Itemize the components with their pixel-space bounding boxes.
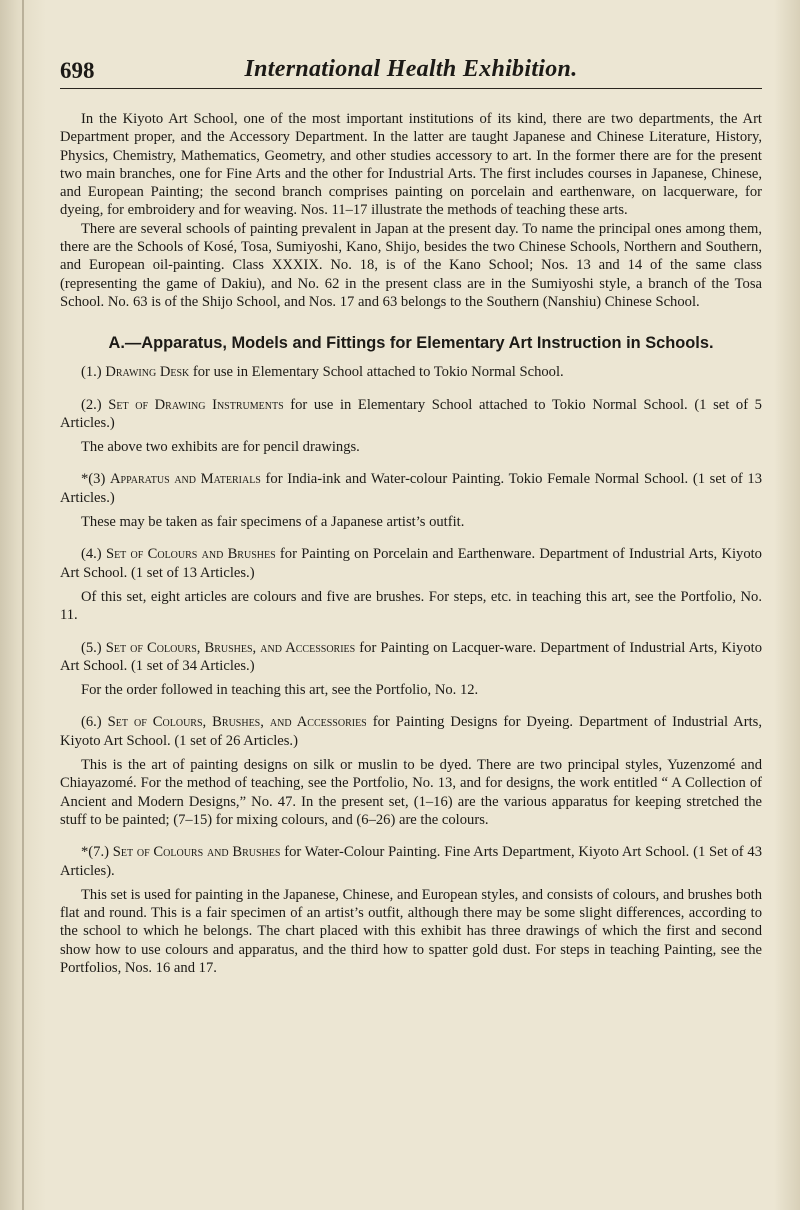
exhibit-description: for Painting Designs for Dyeing. Department of Industrial Arts, Kiyoto Art School. (1 set of 26 Articles.) [60,714,762,749]
exhibit-entry [60,545,762,582]
exhibit-title: Set of Colours and Brushes [105,546,276,563]
exhibit-number: (1.) [81,364,102,381]
exhibit-note: For the order followed in teaching this art, see the Portfolio, No. 12. [81,682,479,699]
exhibit-entry [60,396,762,433]
intro-paragraph: In the Kiyoto Art School, one of the most important institutions of its kind, there are two departments, the Art Department proper, and the Accessory Department. In the latter are taught Japanese and Chinese Literature, History, Physics, Chemistry, Mathematics, Geometry, and other studies accessory to art. In the former there are for the present two main branches, one for Fine Arts and the other for Industrial Arts. The first includes courses in Japanese, Chinese, and European Painting; the second branch comprises painting on porcelain and earthenware, on lacquerware, for dyeing, for embroidery and for weaving. Nos. 11–17 illustrate the methods of teaching these arts. [60,111,762,219]
exhibit-title: Set of Colours, Brushes, and Accessories [105,639,356,656]
exhibit-description: for Painting on Porcelain and Earthenware. Department of Industrial Arts, Kiyoto Art School. (1 set of 13 Articles.) [60,546,762,581]
exhibit-description: for use in Elementary School attached to Tokio Normal School. [189,364,564,381]
exhibit-title: Set of Drawing Instruments [108,396,284,413]
exhibit-item [60,545,762,624]
exhibit-item [60,470,762,531]
exhibit-title: Set of Colours, Brushes, and Accessories [107,714,367,731]
intro-paragraph: There are several schools of painting prevalent in Japan at the present day. To name the principal ones among them, there are the Schools of Kosé, Tosa, Sumiyoshi, Kano, Shijo, besides the two Chinese Schools, Northern and Southern, and European oil-painting. Class XXXIX. No. 18, is of the Kano School; Nos. 13 and 14 of the same class (representing the game of Dakiu), and No. 62 in the present class are in the Sumiyoshi style, a branch of the Tosa School. No. 63 is of the Shijo School, and Nos. 17 and 63 belongs to the Southern (Nanshiu) Chinese School. [60,220,762,310]
exhibit-note: The above two exhibits are for pencil drawings. [81,439,360,456]
exhibit-description: for Water-Colour Painting. Fine Arts Department, Kiyoto Art School. (1 Set of 43 Articles). [60,844,762,879]
exhibit-item [60,363,762,381]
exhibit-item [60,713,762,829]
exhibit-number: (4.) [81,546,102,563]
running-title: International Health Exhibition. [244,56,578,82]
exhibit-title: Apparatus and Materials [110,471,261,488]
exhibit-entry [60,470,762,507]
exhibit-note: These may be taken as fair specimens of a Japanese artist’s outfit. [81,514,465,531]
exhibit-entry [60,363,762,381]
book-page [60,48,762,977]
exhibit-item [60,639,762,700]
binding-line [22,0,24,1210]
exhibit-entry [60,713,762,750]
running-head [60,48,762,89]
exhibit-entry [60,843,762,880]
exhibit-number: (5.) [81,639,102,656]
exhibit-description: for Painting on Lacquer-ware. Department of Industrial Arts, Kiyoto Art School. (1 set of 34 Articles.) [60,639,762,674]
exhibit-number: *(3) [81,471,106,488]
exhibit-note: This set is used for painting in the Japanese, Chinese, and European styles, and consists of colours, and brushes both flat and round. This is a fair specimen of an artist’s outfit, although there may be some slight differences, according to the school to which he belongs. The chart placed with this exhibit has three drawings of which the first and second show how to use colours and apparatus, and the third how to spatter gold dust. For steps in teaching Painting, see the Portfolios, Nos. 16 and 17. [60,886,762,976]
page-content [60,110,762,977]
exhibit-note: Of this set, eight articles are colours and five are brushes. For steps, etc. in teaching this art, see the Portfolio, No. 11. [60,588,762,624]
exhibit-item [60,843,762,977]
exhibit-description: for use in Elementary School attached to Tokio Normal School. (1 set of 5 Articles.) [60,396,762,431]
page-edge-right [774,0,800,1210]
exhibit-number: (6.) [81,714,102,731]
exhibit-title: Set of Colours and Brushes [112,844,281,861]
exhibit-description: for India-ink and Water-colour Painting. Tokio Female Normal School. (1 set of 13 Articles.) [60,471,762,506]
page-number: 698 [60,58,95,83]
exhibit-note: This is the art of painting designs on silk or muslin to be dyed. There are two principal styles, Yuzenzomé and Chiayazomé. For the method of teaching, see the Portfolio, No. 13, and for designs, the work entitled “ A Collection of Ancient and Modern Designs,” No. 47. In the present set, (1–16) are the various apparatus for keeping stretched the stuff to be painted; (7–15) for mixing colours, and (6–26) are the colours. [60,757,762,828]
exhibit-entry [60,639,762,676]
section-heading: A.—Apparatus, Models and Fittings for Elementary Art Instruction in Schools. [108,334,714,353]
exhibit-number: *(7.) [81,844,109,861]
exhibit-title: Drawing Desk [105,364,190,381]
exhibit-item [60,396,762,457]
exhibit-number: (2.) [81,396,102,413]
